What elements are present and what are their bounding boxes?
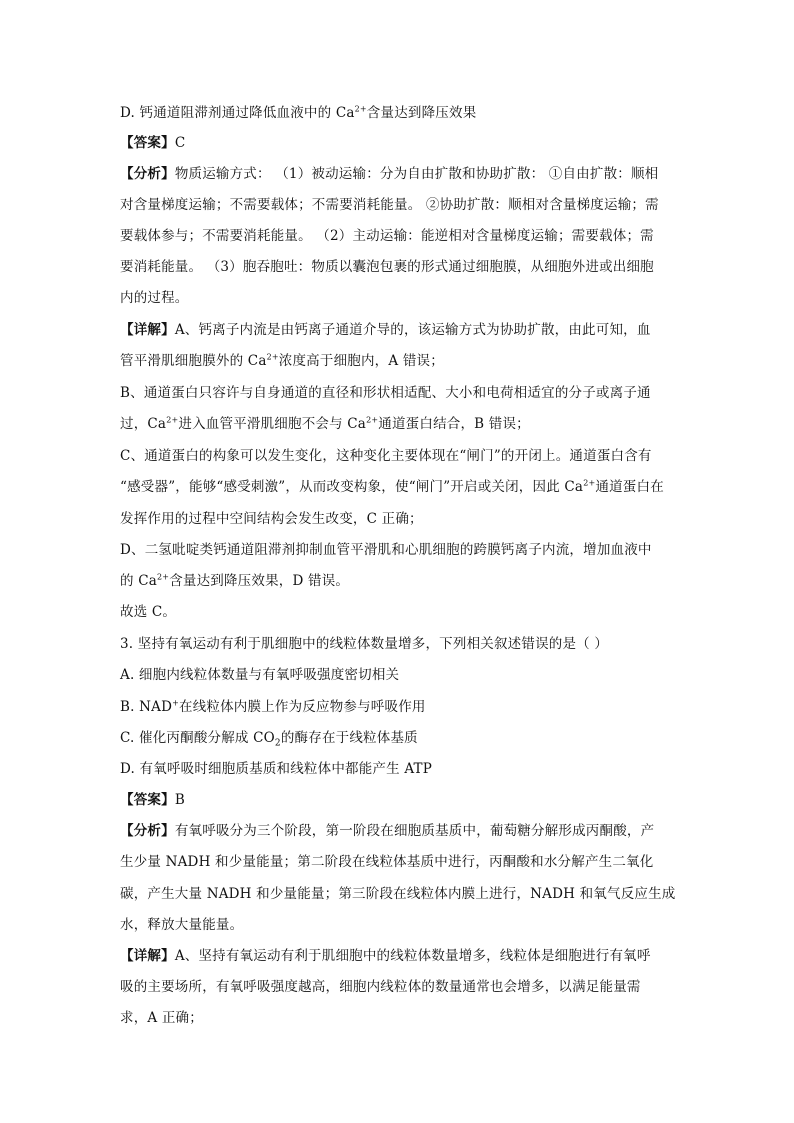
- text-run: 对含量梯度运输；不需要载体；不需要消耗能量。 ②协助扩散：顺相对含量梯度运输；需: [120, 197, 659, 213]
- superscript: 2+: [166, 415, 179, 425]
- text-run: 要消耗能量。 （3）胞吞胞吐：物质以囊泡包裹的形式通过细胞膜，从细胞外进或出细胞: [120, 259, 654, 275]
- text-run: 生少量 NADH 和少量能量；第二阶段在线粒体基质中进行，丙酮酸和水分解产生二氧化: [120, 854, 654, 870]
- subscript: 2: [274, 738, 281, 749]
- text-run: B: [174, 792, 185, 808]
- text-line: [120, 728, 418, 748]
- text-run: 3. 坚持有氧运动有利于肌细胞中的线粒体数量增多，下列相关叙述错误的是（ ）: [120, 636, 609, 652]
- text-run: 含量达到降压效果，D 错误。: [169, 573, 350, 589]
- text-line: [120, 915, 243, 935]
- text-line: [120, 383, 651, 403]
- text-run: 物质运输方式： （1）被动运输：分为自由扩散和协助扩散： ①自由扩散：顺相: [174, 166, 659, 182]
- text-line: [120, 571, 349, 591]
- text-run: 的酶存在于线粒体基质: [280, 730, 418, 746]
- text-line: [120, 790, 185, 810]
- text-run: 要载体参与；不需要消耗能量。 （2）主动运输：能逆相对含量梯度运输；需要载体；需: [120, 228, 654, 244]
- text-run: 含量达到降压效果: [366, 105, 477, 121]
- text-line: [120, 446, 652, 466]
- superscript: 2+: [583, 478, 596, 488]
- superscript: 2+: [156, 572, 170, 582]
- text-run: B. NAD: [120, 699, 173, 715]
- text-run: 管平滑肌细胞膜外的 Ca: [120, 353, 267, 369]
- text-line: [120, 195, 659, 215]
- text-line: [120, 164, 658, 184]
- text-line: [120, 1008, 203, 1028]
- text-run: A、钙离子内流是由钙离子通道介导的，该运输方式为协助扩散，由此可知，血: [174, 322, 651, 338]
- text-line: [120, 133, 185, 153]
- text-run: 浓度高于细胞内，A 错误；: [278, 353, 444, 369]
- text-line: [120, 351, 444, 371]
- text-run: “感受器”，能够“感受刺激”，从而改变构象，使“闸门”开启或关闭，因此 Ca: [120, 479, 584, 495]
- section-tag: 【详解】: [120, 322, 175, 338]
- text-line: [120, 821, 654, 841]
- text-run: 进入血管平滑肌细胞不会与 Ca: [178, 416, 367, 432]
- text-line: [120, 509, 423, 529]
- text-line: [120, 414, 530, 434]
- section-tag: 【答案】: [120, 135, 175, 151]
- text-run: A、坚持有氧运动有利于肌细胞中的线粒体数量增多，线粒体是细胞进行有氧呼: [174, 948, 651, 964]
- text-line: [120, 759, 432, 779]
- superscript: 2+: [366, 415, 379, 425]
- text-run: C、通道蛋白的构象可以发生变化，这种变化主要体现在“闸门”的开闭上。通道蛋白含有: [120, 448, 652, 464]
- text-line: [120, 540, 652, 560]
- text-run: 水，释放大量能量。: [120, 917, 244, 933]
- text-run: D、二氢吡啶类钙通道阻滞剂抑制血管平滑肌和心肌细胞的跨膜钙离子内流，增加血液中: [120, 542, 652, 558]
- text-line: [120, 634, 608, 654]
- text-run: D. 有氧呼吸时细胞质基质和线粒体中都能产生 ATP: [120, 761, 433, 777]
- text-line: [120, 946, 651, 966]
- text-line: [120, 884, 676, 904]
- text-line: [120, 320, 651, 340]
- text-run: 的 Ca: [120, 573, 157, 589]
- text-line: [120, 103, 476, 123]
- text-line: [120, 697, 426, 717]
- superscript: 2+: [354, 104, 367, 114]
- section-tag: 【详解】: [120, 948, 175, 964]
- text-run: B、通道蛋白只容许与自身通道的直径和形状相适配、大小和电荷相适宜的分子或离子通: [120, 385, 651, 401]
- text-run: 有氧呼吸分为三个阶段，第一阶段在细胞质基质中，葡萄糖分解形成丙酮酸，产: [174, 823, 655, 839]
- text-run: D. 钙通道阻滞剂通过降低血液中的 Ca: [120, 105, 355, 121]
- text-run: 求，A 正确；: [120, 1010, 203, 1026]
- text-line: [120, 852, 653, 872]
- text-run: C: [174, 135, 186, 151]
- text-line: [120, 257, 654, 277]
- section-tag: 【答案】: [120, 792, 175, 808]
- text-run: 碳，产生大量 NADH 和少量能量；第三阶段在线粒体内膜上进行，NADH 和氧气反应生成: [120, 886, 676, 902]
- text-run: 通道蛋白结合，B 错误；: [378, 416, 530, 432]
- text-run: 通道蛋白在: [595, 479, 664, 495]
- text-run: 在线粒体内膜上作为反应物参与呼吸作用: [179, 699, 426, 715]
- text-line: [120, 477, 664, 497]
- text-run: 发挥作用的过程中空间结构会发生改变，C 正确；: [120, 511, 423, 527]
- text-run: A. 细胞内线粒体数量与有氧呼吸强度密切相关: [120, 667, 400, 683]
- section-tag: 【分析】: [120, 823, 175, 839]
- text-run: 过，Ca: [120, 416, 167, 432]
- text-line: [120, 226, 654, 246]
- text-run: 吸的主要场所，有氧呼吸强度越高，细胞内线粒体的数量通常也会增多，以满足能量需: [120, 979, 641, 995]
- text-line: [120, 665, 399, 685]
- superscript: +: [172, 698, 179, 708]
- section-tag: 【分析】: [120, 166, 175, 182]
- text-line: [120, 602, 176, 622]
- superscript: 2+: [266, 352, 279, 362]
- text-line: [120, 977, 641, 997]
- text-run: C. 催化丙酮酸分解成 CO: [120, 730, 275, 746]
- text-run: 内的过程。: [120, 290, 189, 306]
- text-run: 故选 C。: [120, 604, 177, 620]
- text-line: [120, 288, 189, 308]
